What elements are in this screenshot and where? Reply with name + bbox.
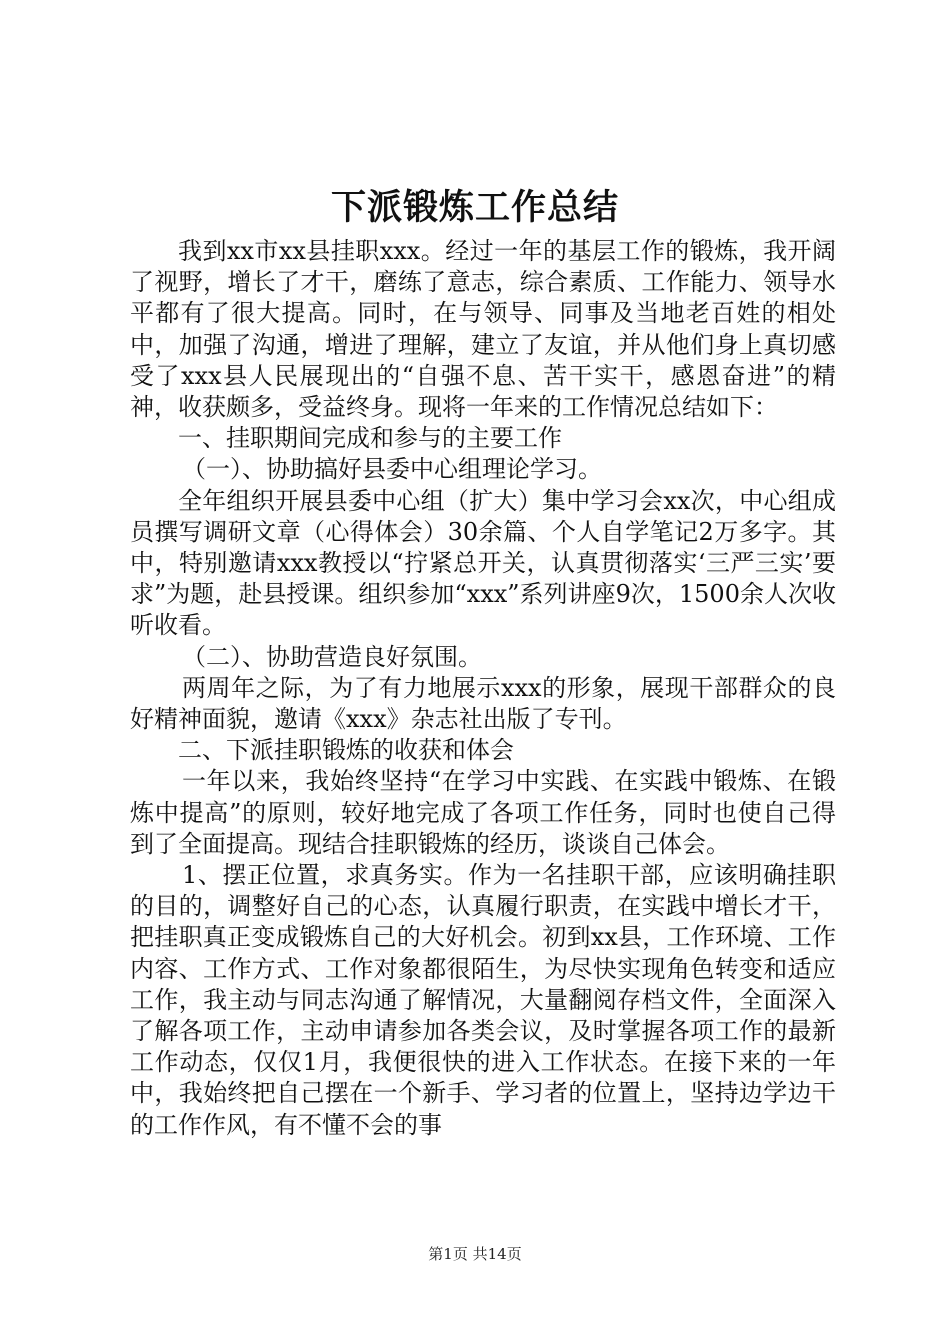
page-number-footer: 第1页 共14页	[428, 1245, 522, 1263]
body-paragraph: 1、摆正位置，求真务实。作为一名挂职干部，应该明确挂职的目的，调整好自己的心态，认真履行职责，在实践中增长才干，把挂职真正变成锻炼自己的大好机会。初到xx县，工作环境、工作内容、工作方式、工作对象都很陌生，为尽快实现角色转变和适应工作，我主动与同志沟通了解情况，大量翻阅存档文件，全面深入了解各项工作，主动申请参加各类会议，及时掌握各项工作的最新工作动态，仅仅1月，我便很快的进入工作状态。在接下来的一年中，我始终把自己摆在一个新手、学习者的位置上，坚持边学边干的工作作风，有不懂不会的事	[130, 861, 836, 1139]
body-paragraph: 全年组织开展县委中心组（扩大）集中学习会xx次，中心组成员撰写调研文章（心得体会）30余篇、个人自学笔记2万多字。其中，特别邀请xxx教授以“拧紧总开关，认真贯彻落实‘三严三实’要求”为题，赴县授课。组织参加“xxx”系列讲座9次，1500余人次收听收看。	[130, 486, 836, 640]
section-heading-2: 二、下派挂职锻炼的收获和体会	[178, 736, 514, 765]
subsection-heading-2: （二）、协助营造良好氛围。	[182, 642, 482, 671]
body-paragraph: 一年以来，我始终坚持“在学习中实践、在实践中锻炼、在锻炼中提高”的原则，较好地完成了各项工作任务，同时也使自己得到了全面提高。现结合挂职锻炼的经历，谈谈自己体会。	[130, 767, 836, 858]
intro-paragraph: 我到xx市xx县挂职xxx。经过一年的基层工作的锻炼，我开阔了视野，增长了才干，磨练了意志，综合素质、工作能力、领导水平都有了很大提高。同时，在与领导、同事及当地老百姓的相处中，加强了沟通，增进了理解，建立了友谊，并从他们身上真切感受了xxx县人民展现出的“自强不息、苦干实干，感恩奋进”的精神，收获颇多，受益终身。现将一年来的工作情况总结如下：	[130, 237, 836, 422]
document-body	[130, 236, 836, 1141]
subsection-heading-1: （一）、协助搞好县委中心组理论学习。	[182, 455, 602, 484]
body-paragraph: 两周年之际，为了有力地展示xxx的形象，展现干部群众的良好精神面貌，邀请《xxx》杂志社出版了专刊。	[130, 673, 836, 734]
document-title: 下派锻炼工作总结	[330, 187, 619, 228]
section-heading-1: 一、挂职期间完成和参与的主要工作	[178, 424, 562, 453]
